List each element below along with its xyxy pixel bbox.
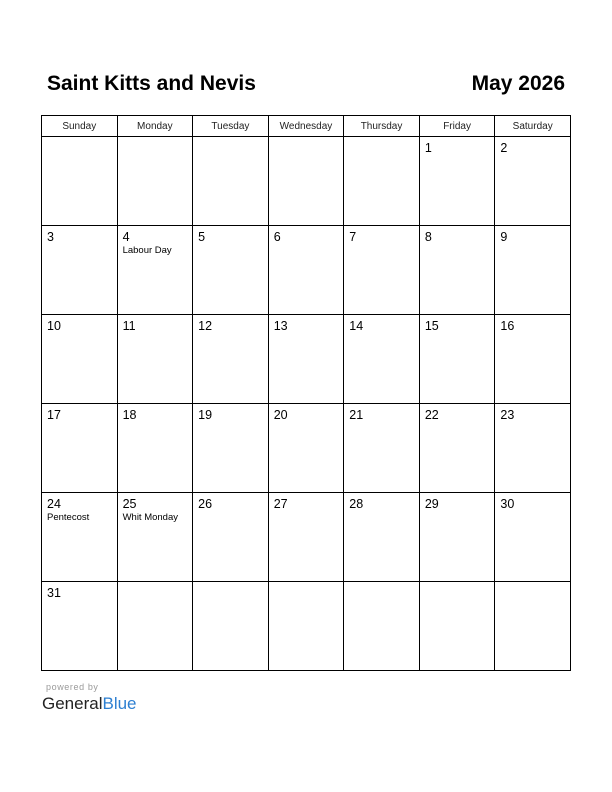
day-number: 10 (47, 319, 61, 333)
day-number: 12 (198, 319, 213, 333)
day-number: 2 (500, 141, 508, 155)
day-cell (42, 226, 118, 315)
day-number: 28 (349, 497, 364, 511)
day-cell (117, 226, 193, 315)
day-cell (419, 137, 495, 226)
calendar-grid (41, 115, 571, 671)
day-cell (117, 493, 193, 582)
week-row (42, 226, 571, 315)
day-cell (344, 493, 420, 582)
day-cell (193, 137, 269, 226)
day-cell (117, 315, 193, 404)
day-cell (42, 493, 118, 582)
week-row (42, 493, 571, 582)
day-number: 1 (424, 141, 432, 155)
country-title: Saint Kitts and Nevis (47, 72, 256, 95)
weekday-header: Sunday (42, 116, 118, 137)
holiday-label: Whit Monday (122, 512, 178, 523)
brand-logo[interactable] (42, 694, 137, 714)
day-cell (268, 226, 344, 315)
day-cell (495, 226, 571, 315)
day-cell (495, 582, 571, 671)
day-number: 14 (349, 319, 364, 333)
weekday-header: Saturday (495, 116, 571, 137)
day-number: 5 (198, 230, 206, 244)
day-cell (193, 404, 269, 493)
holiday-label: Labour Day (122, 245, 172, 256)
day-number: 19 (198, 408, 213, 422)
weekday-header: Friday (419, 116, 495, 137)
day-cell (268, 137, 344, 226)
day-cell (42, 315, 118, 404)
day-number: 13 (273, 319, 288, 333)
day-number: 16 (500, 319, 515, 333)
day-number: 6 (273, 230, 281, 244)
day-number: 15 (424, 319, 439, 333)
week-row (42, 582, 571, 671)
day-cell (344, 582, 420, 671)
weekday-header: Tuesday (193, 116, 269, 137)
day-number: 29 (424, 497, 439, 511)
day-number: 31 (47, 586, 61, 600)
day-cell (268, 582, 344, 671)
holiday-label: Pentecost (47, 512, 90, 523)
day-cell (344, 137, 420, 226)
day-number: 27 (273, 497, 288, 511)
day-cell (193, 582, 269, 671)
day-cell (117, 404, 193, 493)
day-cell (419, 582, 495, 671)
week-row (42, 315, 571, 404)
day-cell (495, 493, 571, 582)
day-number: 11 (122, 319, 136, 333)
weekday-header: Monday (117, 116, 193, 137)
weekday-header: Thursday (344, 116, 420, 137)
weekday-header: Wednesday (268, 116, 344, 137)
day-cell (117, 582, 193, 671)
weekday-header-row (42, 116, 571, 137)
day-number: 21 (349, 408, 364, 422)
month-year-title: May 2026 (471, 72, 565, 95)
day-cell (344, 315, 420, 404)
powered-by-label: powered by (46, 682, 99, 692)
day-number: 25 (122, 497, 137, 511)
day-cell (268, 315, 344, 404)
day-cell (193, 315, 269, 404)
day-cell (495, 137, 571, 226)
brand-name-blue: Blue (102, 694, 137, 713)
day-cell (495, 315, 571, 404)
day-number: 20 (273, 408, 288, 422)
day-cell (495, 404, 571, 493)
day-cell (42, 404, 118, 493)
day-cell (193, 493, 269, 582)
day-cell (419, 226, 495, 315)
day-number: 9 (500, 230, 508, 244)
day-cell (344, 404, 420, 493)
day-number: 23 (500, 408, 515, 422)
day-cell (193, 226, 269, 315)
day-cell (117, 137, 193, 226)
day-cell (419, 315, 495, 404)
day-number: 3 (47, 230, 54, 244)
day-number: 4 (122, 230, 130, 244)
day-cell (42, 582, 118, 671)
day-number: 24 (47, 497, 61, 511)
week-row (42, 404, 571, 493)
day-number: 17 (47, 408, 61, 422)
week-row (42, 137, 571, 226)
day-number: 7 (349, 230, 357, 244)
day-number: 22 (424, 408, 439, 422)
brand-name-general: General (42, 694, 103, 713)
day-number: 30 (500, 497, 515, 511)
day-cell (268, 404, 344, 493)
day-cell (42, 137, 118, 226)
day-number: 18 (122, 408, 137, 422)
day-cell (419, 404, 495, 493)
day-cell (419, 493, 495, 582)
day-cell (344, 226, 420, 315)
day-number: 26 (198, 497, 213, 511)
day-cell (268, 493, 344, 582)
day-number: 8 (424, 230, 432, 244)
